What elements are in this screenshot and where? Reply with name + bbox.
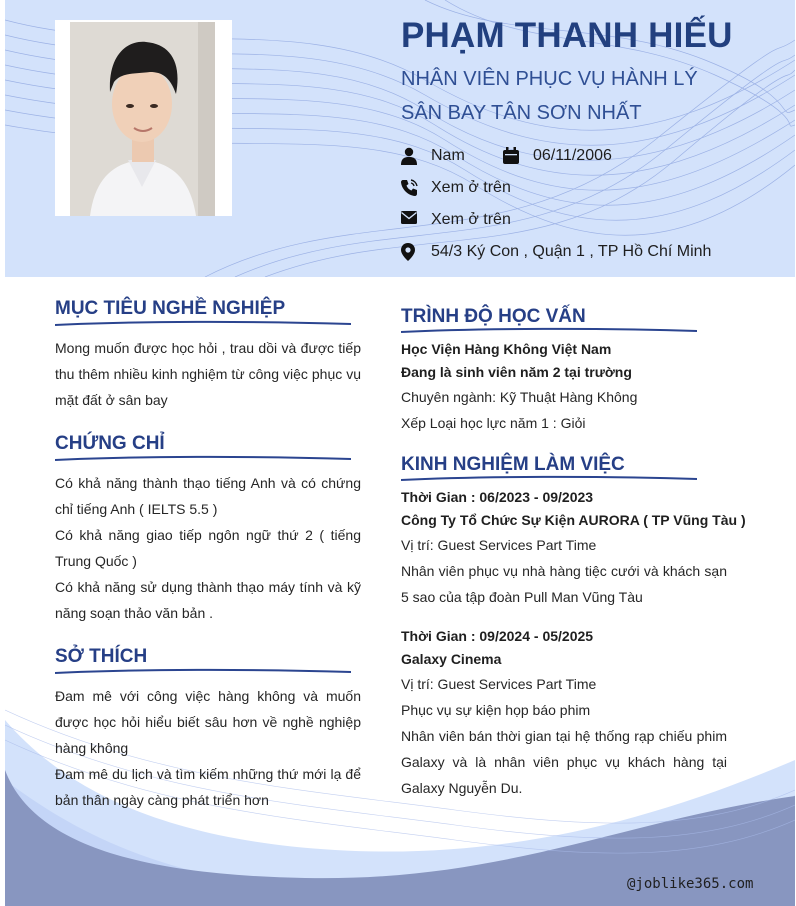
watermark: @joblike365.com	[627, 876, 754, 892]
job-description: Nhân viên phục vụ nhà hàng tiệc cưới và khách sạn 5 sao của tập đoàn Pull Man Vũng Tàu	[401, 563, 727, 605]
section-underline	[55, 668, 351, 676]
birthdate-row	[503, 145, 612, 167]
section-underline	[401, 327, 697, 335]
job-period: Thời Gian : 06/2023 - 09/2023	[401, 489, 594, 505]
certificate-item: Có khả năng sử dụng thành thạo máy tính và kỹ năng soạn thảo văn bản .	[55, 579, 361, 621]
section-underline	[55, 320, 351, 328]
gender-value: Nam	[431, 147, 465, 164]
hobby-item: Đam mê du lịch và tìm kiếm những thứ mới lạ để bản thân ngày càng phát triển hơn	[55, 766, 361, 808]
calendar-icon	[503, 147, 521, 165]
envelope-icon	[401, 211, 419, 229]
school-name: Học Viện Hàng Không Việt Nam	[401, 341, 612, 357]
address-value: 54/3 Ký Con , Quận 1 , TP Hồ Chí Minh	[431, 243, 712, 260]
email-value: Xem ở trên	[431, 211, 511, 228]
address-row	[401, 241, 711, 263]
header-banner	[5, 0, 795, 277]
education-ranking: Xếp Loại học lực năm 1 : Giỏi	[401, 415, 586, 431]
section-title-experience: KINH NGHIỆM LÀM VIỆC	[401, 454, 625, 475]
phone-row	[401, 177, 511, 199]
section-underline	[401, 475, 697, 483]
education-status: Đang là sinh viên năm 2 tại trường	[401, 364, 632, 380]
phone-value: Xem ở trên	[431, 179, 511, 196]
job-description: Nhân viên bán thời gian tại hệ thống rạp chiếu phim Galaxy và là nhân viên phục vụ khách hàng tại Galaxy Nguyễn Du.	[401, 728, 727, 796]
cv-page	[5, 0, 795, 906]
location-pin-icon	[401, 243, 419, 261]
objective-text: Mong muốn được học hỏi , trau dồi và được tiếp thu thêm nhiều kinh nghiệm từ công việc phục vụ mặt đất ở sân bay	[55, 340, 361, 408]
section-title-objective: MỤC TIÊU NGHỀ NGHIỆP	[55, 298, 286, 319]
section-title-certificates: CHỨNG CHỈ	[55, 433, 165, 454]
section-title-hobbies: SỞ THÍCH	[55, 646, 148, 667]
section-underline	[55, 455, 351, 463]
job-company: Công Ty Tổ Chức Sự Kiện AURORA ( TP Vũng Tàu )	[401, 512, 746, 528]
job-company: Galaxy Cinema	[401, 651, 502, 667]
job-position: Vị trí: Guest Services Part Time	[401, 676, 597, 692]
phone-icon	[401, 179, 419, 197]
profile-photo	[70, 22, 215, 216]
hobby-item: Đam mê với công việc hàng không và muốn được học hỏi hiểu biết sâu hơn về nghề nghiệp hàng không	[55, 688, 361, 756]
job-description: Phục vụ sự kiện họp báo phim	[401, 702, 591, 718]
job-position: Vị trí: Guest Services Part Time	[401, 537, 597, 553]
certificate-item: Có khả năng thành thạo tiếng Anh và có chứng chỉ tiếng Anh ( IELTS 5.5 )	[55, 475, 361, 517]
job-title: NHÂN VIÊN PHỤC VỤ HÀNH LÝ SÂN BAY TÂN SƠN NHẤT	[401, 68, 698, 124]
birthdate-value: 06/11/2006	[533, 147, 612, 164]
gender-row	[401, 145, 465, 167]
education-major: Chuyên ngành: Kỹ Thuật Hàng Không	[401, 389, 638, 405]
certificate-item: Có khả năng giao tiếp ngôn ngữ thứ 2 ( tiếng Trung Quốc )	[55, 527, 361, 569]
candidate-name: PHẠM THANH HIẾU	[401, 16, 733, 55]
email-row	[401, 209, 511, 231]
profile-photo-frame	[55, 20, 232, 216]
section-title-education: TRÌNH ĐỘ HỌC VẤN	[401, 306, 586, 327]
job-period: Thời Gian : 09/2024 - 05/2025	[401, 628, 594, 644]
person-icon	[401, 147, 419, 165]
